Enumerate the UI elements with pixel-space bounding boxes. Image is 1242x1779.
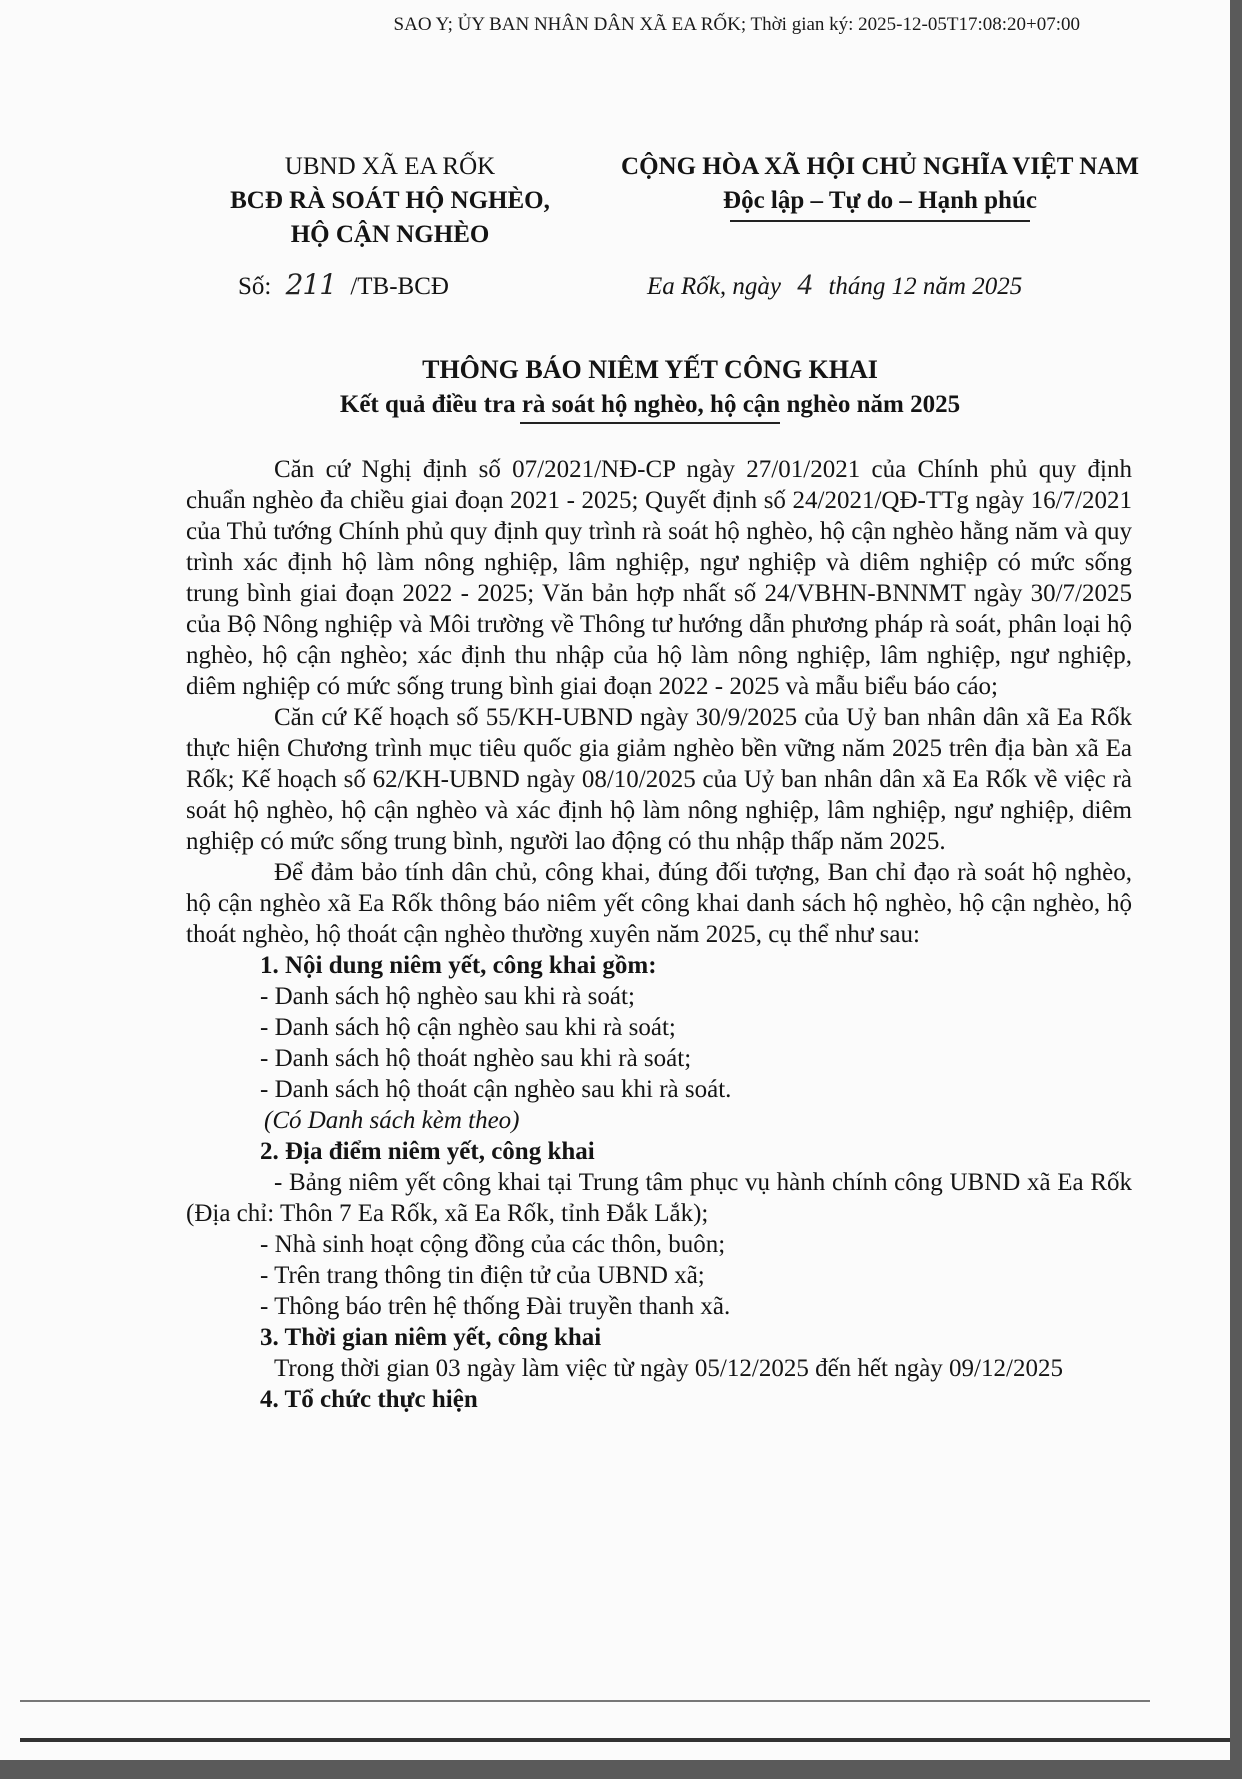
paragraph-legal-basis-1: Căn cứ Nghị định số 07/2021/NĐ-CP ngày 27/01/2021 của Chính phủ quy định chuẩn nghèo đa chiều giai đoạn 2021 - 2025; Quyết định số 24/2021/QĐ-TTg ngày 16/7/2021 của Thủ tướng Chính phủ quy định quy trình rà soát hộ nghèo, hộ cận nghèo hằng năm và quy trình xác định hộ làm nông nghiệp, lâm nghiệp, ngư nghiệp và diêm nghiệp có mức sống trung bình giai đoạn 2022 - 2025; Văn bản hợp nhất số 24/VBHN-BNNMT ngày 30/7/2025 của Bộ Nông nghiệp và Môi trường về Thông tư hướng dẫn phương pháp rà soát, phân loại hộ nghèo, hộ cận nghèo; xác định thu nhập của hộ làm nông nghiệp, lâm nghiệp, ngư nghiệp, diêm nghiệp có mức sống trung bình giai đoạn 2022 - 2025 và mẫu biểu báo cáo; xyxy=(186,456,1132,700)
doc-number-handwritten: 211 xyxy=(285,268,337,301)
date-prefix: Ea Rốk, ngày xyxy=(647,273,781,300)
committee-name: BCĐ RÀ SOÁT HỘ NGHÈO, xyxy=(230,187,550,214)
national-motto: Độc lập – Tự do – Hạnh phúc xyxy=(723,187,1037,214)
paragraph-purpose: Để đảm bảo tính dân chủ, công khai, đúng đối tượng, Ban chỉ đạo rà soát hộ nghèo, hộ cận nghèo xã Ea Rốk thông báo niêm yết công khai danh sách hộ nghèo, hộ cận nghèo, hộ thoát nghèo, hộ thoát cận nghèo thường xuyên năm 2025, cụ thể như sau: xyxy=(186,859,1132,948)
page-edge-shadow xyxy=(20,1738,1230,1742)
doc-number-prefix: Số: xyxy=(238,273,272,300)
section-2-heading: 2. Địa điểm niêm yết, công khai xyxy=(260,1138,595,1165)
section-4-heading: 4. Tổ chức thực hiện xyxy=(260,1386,478,1413)
national-motto-header xyxy=(620,150,1140,222)
section-1-item: - Danh sách hộ nghèo sau khi rà soát; xyxy=(260,983,635,1010)
document-body xyxy=(186,454,1132,1415)
section-1-item: - Danh sách hộ cận nghèo sau khi rà soát; xyxy=(260,1014,676,1041)
digital-signature-stamp: SAO Y; ỦY BAN NHÂN DÂN XÃ EA RỐK; Thời gian ký: 2025-12-05T17:08:20+07:00 xyxy=(393,14,1080,35)
attachment-note: (Có Danh sách kèm theo) xyxy=(264,1107,520,1134)
document-title: THÔNG BÁO NIÊM YẾT CÔNG KHAI xyxy=(422,355,878,384)
section-3-period: Trong thời gian 03 ngày làm việc từ ngày 05/12/2025 đến hết ngày 09/12/2025 xyxy=(274,1355,1063,1382)
country-name: CỘNG HÒA XÃ HỘI CHỦ NGHĨA VIỆT NAM xyxy=(621,153,1139,180)
section-2-item: - Trên trang thông tin điện tử của UBND xã; xyxy=(260,1262,705,1289)
doc-number-suffix: /TB-BCĐ xyxy=(350,273,449,300)
section-1-item: - Danh sách hộ thoát nghèo sau khi rà soát; xyxy=(260,1045,692,1072)
section-3-heading: 3. Thời gian niêm yết, công khai xyxy=(260,1324,602,1351)
section-1-heading: 1. Nội dung niêm yết, công khai gồm: xyxy=(260,952,657,979)
section-2-item: - Nhà sinh hoạt cộng đồng của các thôn, buôn; xyxy=(260,1231,726,1258)
document-subtitle: Kết quả điều tra rà soát hộ nghèo, hộ cận nghèo năm 2025 xyxy=(339,391,961,418)
agency-name: UBND XÃ EA RỐK xyxy=(284,153,496,180)
page-bottom-rule xyxy=(20,1700,1150,1702)
date-suffix: tháng 12 năm 2025 xyxy=(828,273,1023,300)
section-2-location: - Bảng niêm yết công khai tại Trung tâm phục vụ hành chính công UBND xã Ea Rốk (Địa chỉ: Thôn 7 Ea Rốk, xã Ea Rốk, tỉnh Đắk Lắk); xyxy=(186,1169,1132,1227)
subtitle-underline xyxy=(520,422,780,424)
document-number xyxy=(238,268,449,301)
section-1-item: - Danh sách hộ thoát cận nghèo sau khi rà soát. xyxy=(260,1076,732,1103)
section-2-item: - Thông báo trên hệ thống Đài truyền thanh xã. xyxy=(260,1293,731,1320)
document-date xyxy=(647,268,1022,302)
date-day-handwritten: 4 xyxy=(797,268,813,301)
paragraph-legal-basis-2: Căn cứ Kế hoạch số 55/KH-UBND ngày 30/9/2025 của Uỷ ban nhân dân xã Ea Rốk thực hiện Chương trình mục tiêu quốc gia giảm nghèo bền vững năm 2025 trên địa bàn xã Ea Rốk; Kế hoạch số 62/KH-UBND ngày 08/10/2025 của Uỷ ban nhân dân xã Ea Rốk về việc rà soát hộ nghèo, hộ cận nghèo và xác định hộ làm nông nghiệp, lâm nghiệp, ngư nghiệp, diêm nghiệp có mức sống trung bình, người lao động có thu nhập thấp năm 2025. xyxy=(186,704,1132,855)
issuing-agency-header xyxy=(200,150,580,252)
motto-underline xyxy=(730,220,1030,222)
committee-name-cont: HỘ CẬN NGHÈO xyxy=(290,221,490,248)
title-block xyxy=(180,352,1120,424)
